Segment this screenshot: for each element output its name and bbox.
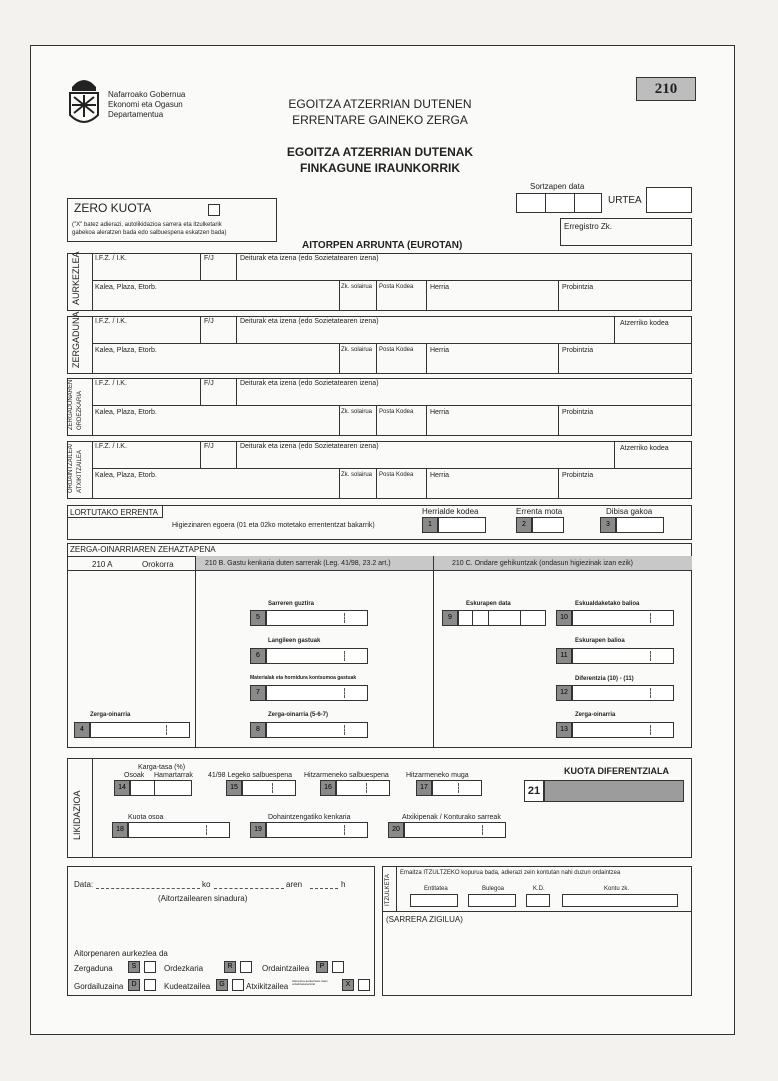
aurkezlea-label: Aitorpenaren aurkezlea da xyxy=(74,949,168,958)
ordezkaria-label-1: ZERGADUNAREN xyxy=(68,379,74,430)
field-6[interactable] xyxy=(266,648,368,664)
salb41-label: 41/98 Legeko salbuespena xyxy=(208,772,293,779)
ordaintzailea-section xyxy=(67,441,692,499)
hitz-salb-label: Hitzarmeneko salbuespena xyxy=(304,772,389,779)
atxikipenak-label: Atxikipenak / Konturako sarreak xyxy=(402,814,501,821)
erregistro-label: Erregistro Zk. xyxy=(564,222,613,231)
ordaintzailea-name-field[interactable] xyxy=(240,452,610,466)
field-11[interactable] xyxy=(572,648,674,664)
entitatea-label: Entitatea xyxy=(424,886,448,892)
org-line-2: Ekonomi eta Ogasun xyxy=(108,100,183,109)
box-8: 8 xyxy=(250,722,266,738)
signature-section xyxy=(67,866,375,996)
box-13: 13 xyxy=(556,722,572,738)
title-line-4: FINKAGUNE IRAUNKORRIK xyxy=(300,161,460,175)
zero-kuota-note-2: gabekoa aleratzen bada edo salbuespena eskatzen bada) xyxy=(72,230,227,236)
aurkezlea-label-1: AURKEZLEA xyxy=(71,251,81,305)
ordaintzailea-label-2: ATXIKITZAILEA xyxy=(77,450,83,493)
box-6: 6 xyxy=(250,648,266,664)
ordaintzailea-fj-label: F/J xyxy=(204,443,214,450)
field-12[interactable] xyxy=(572,685,674,701)
aurkezlea-fj-label: F/J xyxy=(204,255,214,262)
ordezkaria-posta-label: Posta Kodea xyxy=(379,409,414,415)
errenta-title: LORTUTAKO ERRENTA xyxy=(70,508,159,517)
gordailuzaina-checkbox[interactable] xyxy=(144,979,156,991)
ordaintzailea-posta-label: Posta Kodea xyxy=(379,472,414,478)
zergaduna-kalea-label: Kalea, Plaza, Etorb. xyxy=(95,347,157,354)
aurkezlea-herria-label: Herria xyxy=(430,284,450,291)
zergaduna-posta-label: Posta Kodea xyxy=(379,347,414,353)
field-13[interactable] xyxy=(572,722,674,738)
ordaintzailea-deiturak-label: Deiturak eta izena (edo Sozietatearen izena) xyxy=(240,443,379,450)
likidazioa-label: LIKIDAZIOA xyxy=(72,790,82,840)
aurkezlea-zk-label: Zk. solairua xyxy=(341,284,373,290)
zergaduna-section xyxy=(67,316,692,374)
atxikitzailea-note: Aitorpena aurkeztuko duen ordainketarentzat xyxy=(292,979,328,987)
code-r: R xyxy=(224,961,236,973)
sinadura-label: (Aitortzailearen sinadura) xyxy=(158,894,248,903)
label-13: Zerga-oinarria xyxy=(575,712,616,718)
box-7: 7 xyxy=(250,685,266,701)
itzulketa-label: ITZULKETA xyxy=(385,874,391,906)
ordaintzailea-label-1: ORDAINTZAILEA/ xyxy=(68,443,74,493)
sortzapen-date-field[interactable] xyxy=(516,193,602,213)
col-210b: 210 B. Gastu kenkaria duten sarrerak (Leg. 41/98, 23.2 art.) xyxy=(205,560,391,567)
herrialde-field[interactable] xyxy=(438,517,486,533)
aurkezlea-section xyxy=(67,253,692,311)
box-1: 1 xyxy=(422,517,438,533)
code-s: S xyxy=(128,961,140,973)
field-4[interactable] xyxy=(90,722,190,738)
title-line-3: EGOITZA ATZERRIAN DUTENAK xyxy=(286,145,474,159)
zergaduna-label-1: ZERGADUNA xyxy=(71,311,81,368)
col-210a-orokorra: Orokorra xyxy=(142,560,174,569)
title-line-1: EGOITZA ATZERRIAN DUTENEN xyxy=(288,97,472,111)
label-7: Materialak eta hornidura kontsumoa gastuak xyxy=(250,675,357,681)
zergaduna-ifz-label: I.F.Z. / I.K. xyxy=(95,318,127,325)
org-line-3: Departamentua xyxy=(108,110,164,119)
box-20: 20 xyxy=(388,822,404,838)
label-5: Sarreren guztira xyxy=(268,601,315,607)
box-17: 17 xyxy=(416,780,432,796)
ordezkaria-ifz-label: I.F.Z. / I.K. xyxy=(95,380,127,387)
ordezkaria-checkbox[interactable] xyxy=(240,961,252,973)
code-x: X xyxy=(342,979,354,991)
aurkezlea-name-field[interactable] xyxy=(240,264,688,278)
data-label: Data: xyxy=(74,880,94,889)
kuota-osoa-label: Kuota osoa xyxy=(128,814,164,821)
ordezkaria-probintzia-label: Probintzia xyxy=(562,409,594,416)
box-12: 12 xyxy=(556,685,572,701)
aurkezlea-posta-label: Posta Kodea xyxy=(379,284,414,290)
navarra-coat-of-arms-icon xyxy=(66,73,102,129)
atxikitzailea-checkbox[interactable] xyxy=(358,979,370,991)
gordailuzaina-label: Gordailuzaina xyxy=(74,982,124,991)
itzulketa-note: Emaitza ITZULTZEKO kopurua bada, adierazi zein kontutan nahi duzun ordaintzea xyxy=(400,870,621,876)
ordaintzailea-ifz-label: I.F.Z. / I.K. xyxy=(95,443,127,450)
col-210a: 210 A xyxy=(92,560,113,569)
errenta-mota-label: Errenta mota xyxy=(516,507,563,516)
zergaduna-checkbox[interactable] xyxy=(144,961,156,973)
box-14: 14 xyxy=(114,780,130,796)
zergaduna-deiturak-label: Deiturak eta izena (edo Sozietatearen izena) xyxy=(240,318,379,325)
zero-kuota-label: ZERO KUOTA xyxy=(74,201,152,215)
box-15: 15 xyxy=(226,780,242,796)
field-7[interactable] xyxy=(266,685,368,701)
field-8[interactable] xyxy=(266,722,368,738)
field-14[interactable] xyxy=(130,780,192,796)
code-g: G xyxy=(216,979,228,991)
code-p: P xyxy=(316,961,328,973)
ordaintzailea-label: Ordaintzailea xyxy=(262,964,310,973)
ordaintzailea-atzerriko-label: Atzerriko kodea xyxy=(620,445,669,452)
ordezkaria-herria-label: Herria xyxy=(430,409,450,416)
higiez-label: Higiezinaren egoera (01 eta 02ko motetako errententzat bakarrik) xyxy=(172,522,375,529)
kudeatzailea-label: Kudeatzailea xyxy=(164,982,211,991)
field-16[interactable] xyxy=(336,780,390,796)
sarrera-zigilua-label: (SARRERA ZIGILUA) xyxy=(386,915,463,924)
aurkezlea-ifz-label: I.F.Z. / I.K. xyxy=(95,255,127,262)
aitorpen-arrunta-title: AITORPEN ARRUNTA (EUROTAN) xyxy=(302,240,463,251)
label-6: Langileen gastuak xyxy=(268,638,321,644)
field-19[interactable] xyxy=(266,822,368,838)
aurkezlea-deiturak-label: Deiturak eta izena (edo Sozietatearen izena) xyxy=(240,255,379,262)
box-5: 5 xyxy=(250,610,266,626)
box-16: 16 xyxy=(320,780,336,796)
box-3: 3 xyxy=(600,517,616,533)
dibisa-field[interactable] xyxy=(616,517,664,533)
field-5[interactable] xyxy=(266,610,368,626)
field-20[interactable] xyxy=(404,822,506,838)
kontu-label: Kontu zk. xyxy=(604,886,630,892)
box-11: 11 xyxy=(556,648,572,664)
zergaduna-label: Zergaduna xyxy=(74,964,113,973)
field-18[interactable] xyxy=(128,822,230,838)
ordezkaria-zk-label: Zk. solairua xyxy=(341,409,373,415)
ordaintzailea-herria-label: Herria xyxy=(430,472,450,479)
box-18: 18 xyxy=(112,822,128,838)
ordaintzailea-checkbox[interactable] xyxy=(332,961,344,973)
ordaintzailea-kalea-label: Kalea, Plaza, Etorb. xyxy=(95,472,157,479)
urtea-label: URTEA xyxy=(608,195,642,206)
hitz-muga-label: Hitzarmeneko muga xyxy=(406,772,469,779)
zergaduna-name-field[interactable] xyxy=(240,327,610,341)
zergaduna-probintzia-label: Probintzia xyxy=(562,347,594,354)
herrialde-label: Herrialde kodea xyxy=(422,507,479,516)
ordezkaria-kalea-label: Kalea, Plaza, Etorb. xyxy=(95,409,157,416)
ordezkaria-deiturak-label: Deiturak eta izena (edo Sozietatearen izena) xyxy=(240,380,379,387)
atxikitzailea-label: Atxikitzailea xyxy=(246,982,289,991)
ordezkaria-label: Ordezkaria xyxy=(164,964,204,973)
ordezkaria-label-2: ORDEZKARIA xyxy=(77,390,83,430)
title-line-2: ERRENTARE GAINEKO ZERGA xyxy=(292,113,468,127)
org-line-1: Nafarroako Gobernua xyxy=(108,90,186,99)
ko-label: ko xyxy=(202,880,211,889)
box-9: 9 xyxy=(442,610,458,626)
box-2: 2 xyxy=(516,517,532,533)
bulegoa-field[interactable] xyxy=(468,894,516,907)
ordezkaria-name-field[interactable] xyxy=(240,389,688,403)
box-19: 19 xyxy=(250,822,266,838)
label-4: Zerga-oinarria xyxy=(90,712,131,718)
kontu-field[interactable] xyxy=(562,894,678,907)
zergaduna-atzerriko-label: Atzerriko kodea xyxy=(620,320,669,327)
box-21: 21 xyxy=(524,780,544,802)
aurkezlea-kalea-label: Kalea, Plaza, Etorb. xyxy=(95,284,157,291)
aurkezlea-probintzia-label: Probintzia xyxy=(562,284,594,291)
ordaintzailea-probintzia-label: Probintzia xyxy=(562,472,594,479)
field-15[interactable] xyxy=(242,780,296,796)
osoak-label: Osoak xyxy=(124,772,145,779)
errenta-row xyxy=(67,505,692,540)
h-label: h xyxy=(341,880,346,889)
box-4: 4 xyxy=(74,722,90,738)
field-10[interactable] xyxy=(572,610,674,626)
hamartarrak-label: Hamartarrak xyxy=(154,772,193,779)
kuota-diferentziala-field[interactable] xyxy=(544,780,684,802)
dohaintza-label: Dohaintzengatiko kenkaria xyxy=(268,814,351,821)
ordaintzailea-zk-label: Zk. solairua xyxy=(341,472,373,478)
zergaduna-fj-label: F/J xyxy=(204,318,214,325)
sortzapen-label: Sortzapen data xyxy=(530,182,585,191)
label-9: Eskurapen data xyxy=(466,601,511,607)
box-10: 10 xyxy=(556,610,572,626)
dibisa-label: Dibisa gakoa xyxy=(606,507,653,516)
errenta-mota-field[interactable] xyxy=(532,517,564,533)
ordezkaria-fj-label: F/J xyxy=(204,380,214,387)
field-17[interactable] xyxy=(432,780,482,796)
label-10: Eskualdaketako balioa xyxy=(575,601,640,607)
label-8: Zerga-oinarria (5-6-7) xyxy=(268,712,329,718)
kudeatzailea-checkbox[interactable] xyxy=(232,979,244,991)
zehaztapena-title: ZERGA-OINARRIAREN ZEHAZTAPENA xyxy=(70,545,216,554)
entitatea-field[interactable] xyxy=(410,894,458,907)
label-12: Diferentzia (10) - (11) xyxy=(575,676,634,682)
kd-field[interactable] xyxy=(526,894,550,907)
karga-tasa-label: Karga-tasa (%) xyxy=(138,764,186,771)
ordezkaria-section xyxy=(67,378,692,436)
zero-kuota-note-1: ("X" batez adierazi, autolikidazioa sarrera eta itzulketarik xyxy=(72,222,222,228)
form-number-box: 210 xyxy=(636,77,696,101)
zergaduna-zk-label: Zk. solairua xyxy=(341,347,373,353)
label-11: Eskurapen balioa xyxy=(575,638,625,644)
zero-kuota-checkbox[interactable] xyxy=(208,204,220,216)
aren-label: aren xyxy=(286,880,303,889)
kd-label: K.D. xyxy=(533,886,545,892)
code-d: D xyxy=(128,979,140,991)
bulegoa-label: Bulegoa xyxy=(482,886,505,892)
col-210c: 210 C. Ondare gehikuntzak (ondasun higiezinak izan ezik) xyxy=(452,560,633,567)
kuota-diferentziala-label: KUOTA DIFERENTZIALA xyxy=(564,766,669,776)
urtea-field[interactable] xyxy=(646,187,692,213)
zergaduna-herria-label: Herria xyxy=(430,347,450,354)
